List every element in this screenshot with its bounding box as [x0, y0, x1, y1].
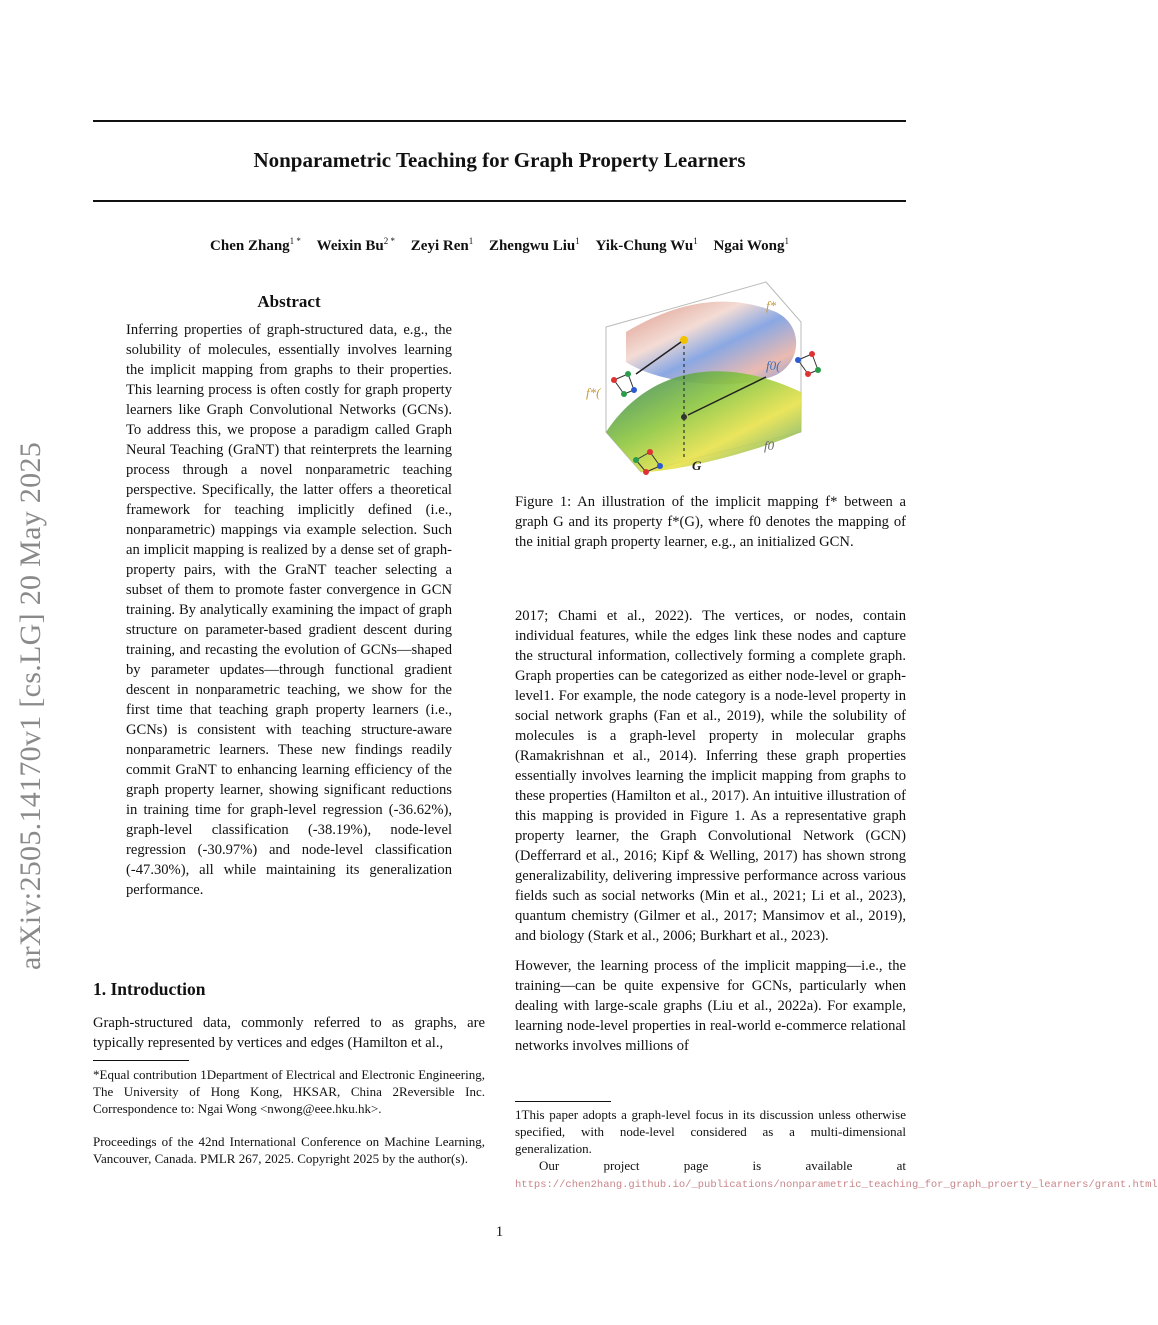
title-bottom-rule — [93, 200, 906, 202]
author: Weixin $Bu^{2 *}$ — [316, 236, 396, 254]
footnote-rule-right — [515, 1101, 611, 1102]
author: Yik-Chung Wu$^1$ — [595, 236, 698, 254]
footnote-right — [515, 1106, 1158, 1194]
figure-1-illustration — [586, 282, 856, 477]
label-fstar: f* — [766, 298, 777, 313]
learner-surface — [606, 371, 801, 472]
project-page-note: Our project page is available at https://chen2hang.github.io/_publications/nonparametric_teaching_for_graph_proerty_learners/grant.html — [515, 1158, 1158, 1191]
label-fstar-graph: f*( — [586, 385, 601, 400]
section-heading-introduction: 1. Introduction — [93, 979, 206, 999]
footnote-1: 1This paper adopts a graph-level focus in its discussion unless otherwise specified, with node-level considered as a multi-dimensional generalization. — [515, 1107, 906, 1156]
abstract-heading: Abstract — [257, 292, 321, 311]
footnote-left — [93, 1066, 485, 1167]
figure-1-caption: Figure 1: An illustration of the implicit mapping f* between a graph G and its property f*(G), where f0 denotes the mapping of the initial graph property learner, e.g., an initialized GCN. — [515, 494, 906, 550]
author-list — [93, 236, 906, 255]
footnote-rule-left — [93, 1060, 189, 1061]
target-point — [680, 336, 688, 344]
project-url-link[interactable]: https://chen2hang.github.io/_publications/nonparametric_teaching_for_graph_proerty_learners/grant.html — [515, 1179, 1158, 1191]
proceedings-note: Proceedings of the 42nd International Conference on Machine Learning, Vancouver, Canada. PMLR 267, 2025. Copyright 2025 by the author(s). — [93, 1134, 485, 1166]
author: Ngai Wong$^1$ — [713, 236, 789, 254]
graph-icon-left — [611, 371, 637, 397]
abstract-text: Inferring properties of graph-structured data, e.g., the solubility of molecules, essentially involves learning the implicit mapping from graphs to their properties. This learning process is often costly for graph property learners like Graph Convolutional Networks (GCNs). To address this, we propose a paradigm called Graph Neural Teaching (GraNT) that reinterprets the learning process through a novel nonparametric teaching perspective. Specifically, the latter offers a theoretical framework for teaching implicitly defined (i.e., nonparametric) mappings via example selection. Such an implicit mapping is realized by a dense set of graph-property pairs, with the GraNT teacher selecting a subset of them to promote faster convergence in GCN training. By analytically examining the impact of graph structure on parameter-based gradient descent during training, and recasting the evolution of GCNs—shaped by parameter updates—through functional gradient descent in nonparametric teaching, we show for the first time that teaching graph property learners (i.e., GCNs) is consistent with teaching structure-aware nonparametric learners. These new findings readily commit GraNT to enhancing learning efficiency of the graph property learner, showing significant reductions in training time for graph-level regression (-36.62%), graph-level classification (-38.19%), node-level regression (-30.97%) and node-level classification (-47.30%), all while maintaining its generalization performance. — [126, 322, 452, 898]
learner-point — [681, 414, 687, 420]
introduction-text: Graph-structured data, commonly referred to as graphs, are typically represented by vertices and edges (Hamilton et al., — [93, 1015, 485, 1051]
author: Zhengwu Liu$^1$ — [488, 236, 580, 254]
affiliation-footnote: *Equal contribution 1Department of Electrical and Electronic Engineering, The University of Hong Kong, HKSAR, China 2Reversible Inc. Correspondence to: Ngai Wong <nwong@eee.hku.hk>. — [93, 1067, 485, 1116]
paragraph: However, the learning process of the implicit mapping—i.e., the training—can be quite expensive for GCNs, particularly when dealing with large-scale graphs (Liu et al., 2022a). For example, learning node-level properties in real-world e-commerce relational networks involves millions of — [515, 958, 906, 1054]
label-f0-graph: f0( — [766, 358, 781, 373]
page-number: 1 — [495, 1224, 504, 1240]
top-rule — [93, 120, 906, 122]
author: Chen Zhang$^{1 *}$ — [210, 236, 301, 254]
figure-1 — [586, 282, 856, 477]
label-g: G — [692, 458, 702, 473]
author: Zeyi Ren$^1$ — [410, 236, 474, 254]
graph-icon-right — [795, 351, 821, 377]
paragraph: 2017; Chami et al., 2022). The vertices, or nodes, contain individual features, while the edges link these nodes and capture the structural information, collectively forming a complete graph. Graph properties can be categorized as either node-level or graph-level1. For example, the node category is a node-level property in social network graphs (Fan et al., 2019), while the solubility of molecules is a graph-level property in molecular graphs (Ramakrishnan et al., 2014). Inferring these graph properties essentially involves learning the implicit mapping from graphs to these properties (Hamilton et al., 2017). An intuitive illustration of this mapping is provided in Figure 1. As a representative graph property learner, the Graph Convolutional Network (GCN) (Defferrard et al., 2016; Kipf & Welling, 2017) has shown strong generalizability, delivering impressive performance across various fields such as social networks (Min et al., 2021; Li et al., 2023), quantum chemistry (Gilmer et al., 2017; Mansimov et al., 2019), and biology (Stark et al., 2006; Burkhart et al., 2023). — [515, 608, 906, 944]
label-f0: f0 — [764, 438, 775, 453]
right-column-text — [515, 606, 906, 1056]
arxiv-watermark: arXiv:2505.14170v1 [cs.LG] 20 May 2025 — [14, 442, 47, 970]
paper-title: Nonparametric Teaching for Graph Property Learners — [253, 148, 746, 172]
